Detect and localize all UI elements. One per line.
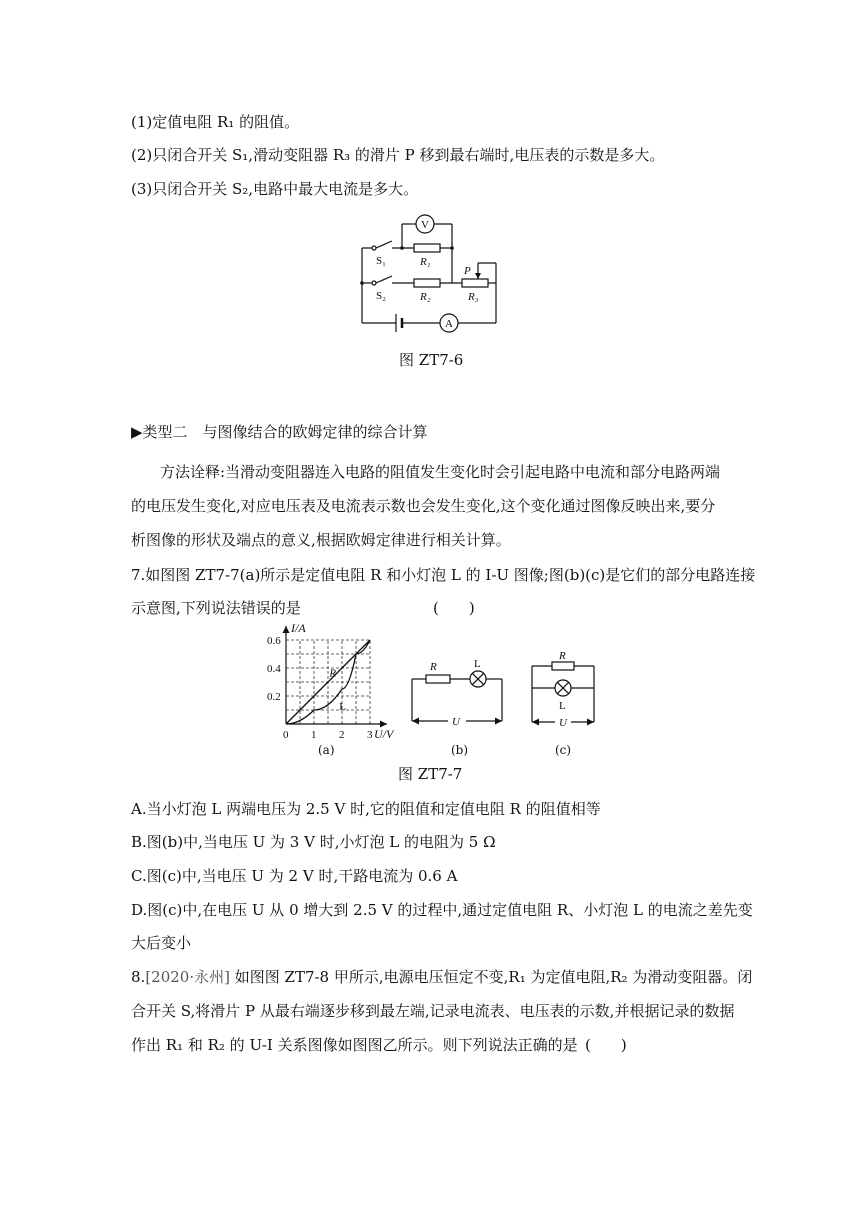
iu-chart [262, 620, 402, 760]
option-d-continued: 大后变小 [131, 934, 192, 952]
x-tick-label: 3 [367, 729, 373, 741]
option-c: C.图(c)中,当电压 U 为 2 V 时,干路电流为 0.6 A [131, 867, 458, 885]
y-axis-label: I/A [291, 621, 306, 635]
circuit-diagram-b [408, 655, 508, 733]
slider-p-label: P [464, 265, 471, 277]
answer-blank: ( ) [433, 599, 475, 617]
resistor-r2-label: R₂ [420, 291, 431, 303]
series-l-label: L [339, 701, 346, 713]
label-r: R [430, 661, 437, 673]
figure-sub-b: (b) [451, 743, 469, 757]
figure-sub-a: (a) [318, 743, 335, 757]
ammeter-label: A [445, 318, 453, 330]
figure-caption-zt7-7: 图 ZT7-7 [398, 765, 463, 783]
question-8-line-1 [131, 967, 752, 987]
label-l: L [474, 658, 481, 670]
method-line-2: 的电压发生变化,对应电压表及电流表示数也会发生变化,这个变化通过图像反映出来,要分 [131, 497, 716, 515]
method-line-1: 方法诠释:当滑动变阻器连入电路的阻值发生变化时会引起电路中电流和部分电路两端 [160, 463, 721, 481]
question-8-text-3: 作出 R₁ 和 R₂ 的 U-I 关系图像如图图乙所示。则下列说法正确的是 [131, 1036, 578, 1054]
y-tick-label: 0.6 [267, 635, 281, 647]
option-b: B.图(b)中,当电压 U 为 3 V 时,小灯泡 L 的电阻为 5 Ω [131, 833, 496, 851]
question-8-number: 8. [131, 968, 146, 986]
x-tick-label: 2 [339, 729, 345, 741]
resistor-r1-label: R₁ [420, 256, 431, 268]
answer-blank-8: ( ) [585, 1036, 627, 1054]
figure-caption-zt7-6: 图 ZT7-6 [399, 351, 464, 369]
x-tick-label: 1 [311, 729, 317, 741]
section-title: ▶类型二 与图像结合的欧姆定律的综合计算 [131, 423, 428, 441]
figure-sub-c: (c) [555, 743, 572, 757]
voltmeter-label: V [421, 219, 429, 231]
label-u: U [452, 716, 460, 728]
option-a: A.当小灯泡 L 两端电压为 2.5 V 时,它的阻值和定值电阻 R 的阻值相等 [131, 800, 601, 818]
series-r-label: R [329, 667, 337, 680]
question-6-part-3: (3)只闭合开关 S₂,电路中最大电流是多大。 [131, 180, 419, 198]
question-6-part-1: (1)定值电阻 R₁ 的阻值。 [131, 113, 300, 131]
label-l-c: L [559, 700, 566, 712]
circuit-diagram-c [528, 652, 600, 734]
question-7-stem-line-1: 7.如图图 ZT7-7(a)所示是定值电阻 R 和小灯泡 L 的 I-U 图像;图(b)(c)是它们的部分电路连接 [131, 566, 756, 584]
question-8-line-3 [131, 1035, 627, 1055]
question-7-stem-line-2 [131, 598, 475, 618]
x-axis-label: U/V [374, 727, 394, 741]
y-tick-label: 0.2 [267, 691, 281, 703]
question-8-line-2: 合开关 S,将滑片 P 从最右端逐步移到最左端,记录电流表、电压表的示数,并根据记录的数据 [131, 1002, 735, 1020]
label-r-c: R [559, 650, 566, 662]
question-6-part-2: (2)只闭合开关 S₁,滑动变阻器 R₃ 的滑片 P 移到最右端时,电压表的示数是多大。 [131, 146, 665, 164]
label-u-c: U [559, 717, 567, 729]
switch-s1-label: S₁ [376, 255, 386, 267]
method-line-3: 析图像的形状及端点的意义,根据欧姆定律进行相关计算。 [131, 531, 511, 549]
x-tick-label: 0 [283, 729, 289, 741]
switch-s2-label: S₂ [376, 290, 386, 302]
option-d: D.图(c)中,在电压 U 从 0 增大到 2.5 V 的过程中,通过定值电阻 R、小灯泡 L 的电流之差先变 [131, 901, 753, 919]
question-8-source: [2020·永州] [145, 968, 230, 986]
resistor-r3-label: R₃ [468, 291, 479, 303]
question-7-stem-text: 示意图,下列说法错误的是 [131, 599, 301, 617]
question-8-text: 如图图 ZT7-8 甲所示,电源电压恒定不变,R₁ 为定值电阻,R₂ 为滑动变阻器。闭 [234, 968, 753, 986]
y-tick-label: 0.4 [267, 663, 281, 675]
circuit-diagram-zt7-6 [350, 208, 510, 333]
